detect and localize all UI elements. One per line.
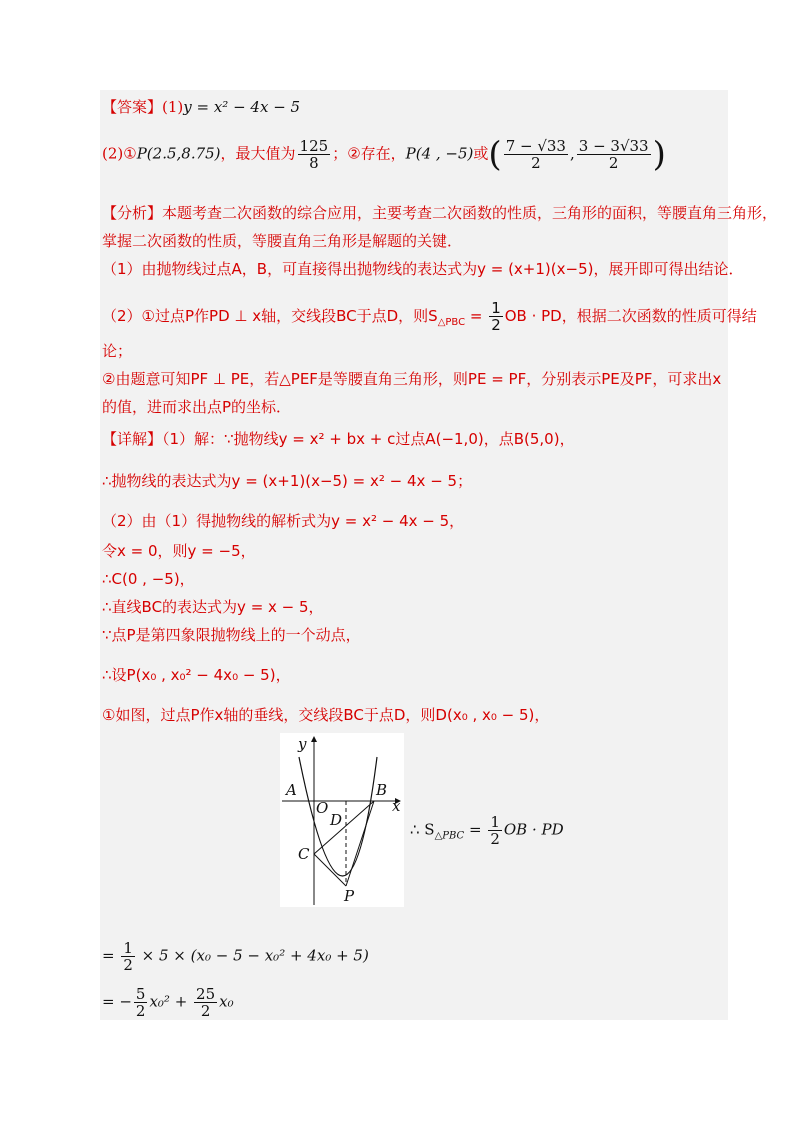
analysis-line-1: 【分析】本题考查二次函数的综合应用，主要考查二次函数的性质，三角形的面积，等腰直角三角形， <box>102 204 778 222</box>
answer-or: 或 <box>473 144 489 163</box>
answer-tag: 【答案】 <box>102 98 163 116</box>
answer-part1-expression: y = x² − 4x − 5 <box>183 98 301 116</box>
answer-part1-label: (1) <box>162 98 184 116</box>
detail-line-7: ∵点P是第四象限抛物线上的一个动点， <box>102 626 361 644</box>
analysis-line-5: 论； <box>102 342 133 360</box>
analysis-half-fraction: $\frac{1}{2}$ <box>491 299 501 334</box>
label-c: C <box>298 845 310 863</box>
detail-tag: 【详解】 <box>102 430 163 448</box>
equation-line-1: = $\frac{1}{2}$ × 5 × (x₀ − 5 − x₀² + 4x₀ + 5) <box>102 939 369 974</box>
label-p: P <box>344 887 355 905</box>
answer-separator: ；②存在， <box>332 144 406 163</box>
detail-line-5: ∴C(0 , −5)， <box>102 570 195 588</box>
analysis-line-3: （1）由抛物线过点A，B，可直接得出抛物线的表达式为y = (x+1)(x−5)，展开即可得出结论． <box>102 260 744 278</box>
label-b: B <box>376 781 388 799</box>
label-y: y <box>298 735 307 753</box>
detail-line-4: 令x = 0，则y = −5， <box>102 542 256 560</box>
detail-line-3: （2）由（1）得抛物线的解析式为y = x² − 4x − 5， <box>102 512 465 530</box>
detail-line-8: ∴设P(x₀ , x₀² − 4x₀ − 5)， <box>102 666 291 684</box>
answer-point-p2: P(4 , −5) <box>405 144 474 163</box>
answer-part2-label: (2)① <box>102 144 137 163</box>
answer-fraction-1: $\frac{7 - √33}{2}$ <box>505 137 566 172</box>
detail-line-6: ∴直线BC的表达式为y = x − 5， <box>102 598 324 616</box>
detail-line-9: ①如图，过点P作x轴的垂线，交线段BC于点D，则D(x₀ , x₀ − 5)， <box>102 706 550 724</box>
analysis-line-4: （2）①过点P作PD ⊥ x轴，交线段BC于点D，则$S_{\triangle PBC}$ = $\frac{1}{2}$ OB · PD，根据二次函数的性质可得结 <box>102 299 757 334</box>
label-d: D <box>330 811 343 829</box>
label-x: x <box>392 797 401 815</box>
area-formula: ∴ $S_{\triangle PBC}$ = $\frac{1}{2}$ OB · PD <box>410 813 564 848</box>
analysis-line-7: 的值，进而求出点P的坐标． <box>102 398 292 416</box>
label-o: O <box>316 799 329 817</box>
equation-line-2: = − $\frac{5}{2}$ x₀² + $\frac{25}{2}$ x₀ <box>102 985 234 1020</box>
detail-line-2: ∴抛物线的表达式为y = (x+1)(x−5) = x² − 4x − 5； <box>102 472 473 490</box>
analysis-line-6: ②由题意可知PF ⊥ PE，若△PEF是等腰直角三角形，则PE = PF，分别表示PE及PF，可求出x <box>102 370 722 388</box>
analysis-tag: 【分析】 <box>102 204 163 222</box>
analysis-line-2: 掌握二次函数的性质，等腰直角三角形是解题的关键． <box>102 232 463 250</box>
answer-max-text: ，最大值为 <box>220 144 296 163</box>
detail-line-1: 【详解】（1）解：∵抛物线y = x² + bx + c过点A(−1,0)，点B(5,0)， <box>102 430 575 448</box>
parabola-figure <box>280 733 404 907</box>
answer-point-p: P(2.5,8.75) <box>136 144 221 163</box>
answer-line-1 <box>102 96 300 118</box>
answer-fraction-2: $\frac{3 - 3√33}{2}$ <box>578 137 649 172</box>
answer-max-fraction: $\frac{125}{8}$ <box>299 137 329 172</box>
line-cp <box>314 854 346 886</box>
answer-line-2: (2)①P(2.5,8.75)，最大值为 $\frac{125}{8}$ ；②存在，P(4 , −5)或( $\frac{7 - √33}{2}$ , $\frac{3 - 3√33}{2}$ ) <box>102 134 666 175</box>
label-a: A <box>286 781 297 799</box>
